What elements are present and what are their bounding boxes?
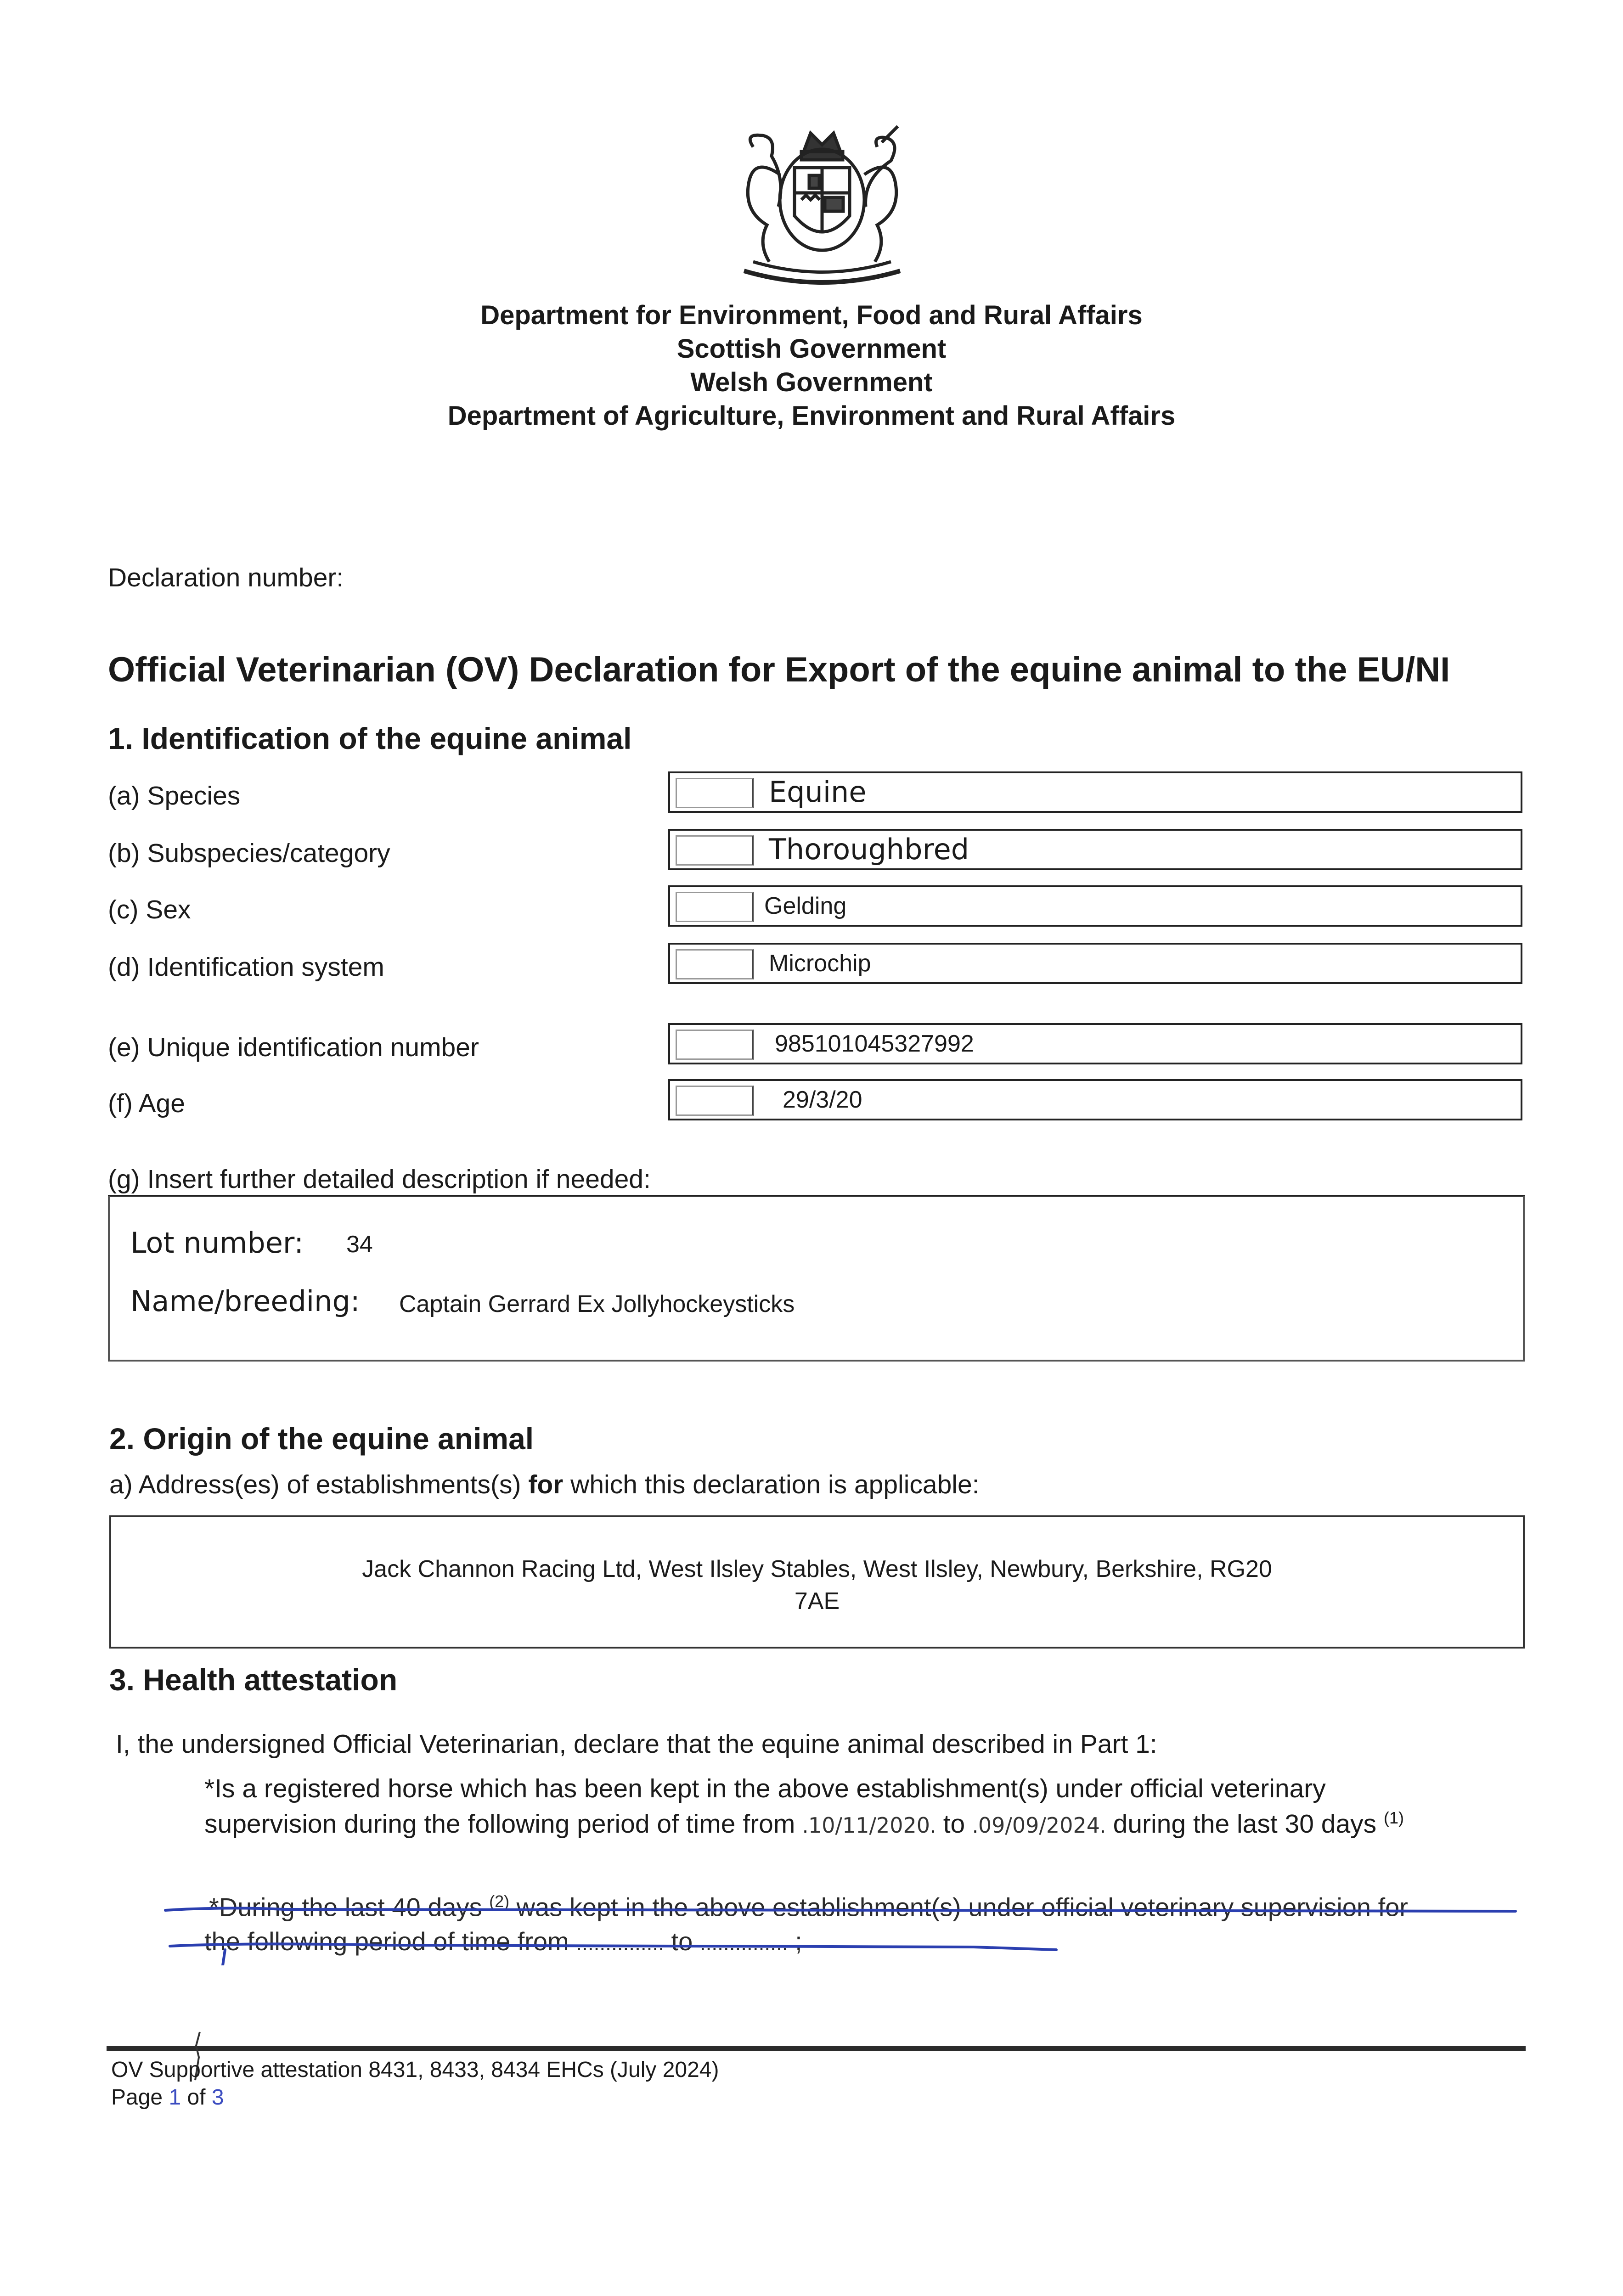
address-line: Jack Channon Racing Ltd, West Ilsley Stables, West Ilsley, Newbury, Berkshire, RG20 (362, 1556, 1272, 1582)
age-value: 29/3/20 (783, 1086, 862, 1113)
sex-value: Gelding (764, 893, 847, 919)
sex-field[interactable] (668, 885, 1522, 927)
attestation-clause-1-line-2: supervision during the following period of time from .10/11/2020. to .09/09/2024. during the last 30 days $^{(1)}$ (204, 1808, 1404, 1839)
attestation-clause-2-line-2: the following period of time from ............... to ............... ; (204, 1927, 802, 1956)
establishment-address-box[interactable] (109, 1515, 1525, 1649)
section-3-heading: 3. Health attestation (109, 1663, 398, 1697)
name-breeding-label: Name/breeding: (130, 1284, 360, 1318)
lot-number-label: Lot number: (130, 1226, 304, 1260)
subspecies-value: Thoroughbred (769, 833, 969, 866)
subspecies-field[interactable] (668, 829, 1522, 870)
field-inner-box (676, 1086, 754, 1116)
sex-label: (c) Sex (108, 895, 191, 924)
department-line: Department of Agriculture, Environment and Rural Affairs (447, 401, 1176, 431)
section-2-heading: 2. Origin of the equine animal (109, 1422, 534, 1456)
further-description-box[interactable] (108, 1196, 1525, 1362)
field-inner-box (676, 778, 754, 808)
footer-attestation-reference: OV Supportive attestation 8431, 8433, 8434 EHCs (July 2024) (111, 2058, 719, 2082)
field-inner-box (676, 1030, 754, 1060)
address-line: 7AE (794, 1588, 840, 1615)
footer-rule (107, 2046, 1526, 2051)
supervision-to-date: 09/09/2024 (978, 1813, 1100, 1838)
age-label: (f) Age (108, 1089, 185, 1118)
attestation-clause-2-line-1: *During the last 40 days $^{(2)}$ was kept in the above establishment(s) under official veterinary supervision for (209, 1892, 1408, 1922)
species-field[interactable] (668, 771, 1522, 813)
attestation-clause-1-line-1: *Is a registered horse which has been kept in the above establishment(s) under official veterinary (204, 1774, 1326, 1803)
identification-system-field[interactable] (668, 943, 1522, 984)
department-line: Welsh Government (690, 367, 933, 397)
unique-id-label: (e) Unique identification number (108, 1033, 479, 1062)
unique-id-value: 985101045327992 (775, 1030, 974, 1057)
further-description-label: (g) Insert further detailed description if needed: (108, 1165, 651, 1194)
field-inner-box (676, 835, 754, 866)
species-value: Equine (769, 775, 867, 809)
royal-coat-of-arms-icon (726, 124, 919, 289)
name-breeding-value: Captain Gerrard Ex Jollyhockeysticks (399, 1291, 795, 1317)
field-inner-box (676, 949, 754, 979)
attestation-intro: I, the undersigned Official Veterinarian, declare that the equine animal described in Part 1: (116, 1729, 1157, 1759)
page-number: Page 1 of 3 (111, 2085, 224, 2110)
unique-id-field[interactable] (668, 1023, 1522, 1064)
subspecies-label: (b) Subspecies/category (108, 838, 390, 868)
species-label: (a) Species (108, 781, 241, 810)
supervision-from-date: 10/11/2020 (808, 1813, 930, 1838)
identification-system-value: Microchip (769, 950, 871, 977)
department-line: Scottish Government (676, 334, 947, 364)
document-title: Official Veterinarian (OV) Declaration for Export of the equine animal to the EU/NI (108, 650, 1450, 689)
section-1-heading: 1. Identification of the equine animal (108, 721, 632, 755)
lot-number-value: 34 (346, 1231, 373, 1258)
establishment-address-label: a) Address(es) of establishments(s) for which this declaration is applicable: (109, 1470, 980, 1499)
field-inner-box (676, 892, 754, 922)
issuing-departments (0, 298, 1623, 433)
declaration-number-label: Declaration number: (108, 563, 344, 592)
age-field[interactable] (668, 1079, 1522, 1120)
department-line: Department for Environment, Food and Rural Affairs (480, 300, 1143, 330)
pen-strikethrough-icon (156, 1901, 1534, 1965)
identification-system-label: (d) Identification system (108, 952, 384, 982)
